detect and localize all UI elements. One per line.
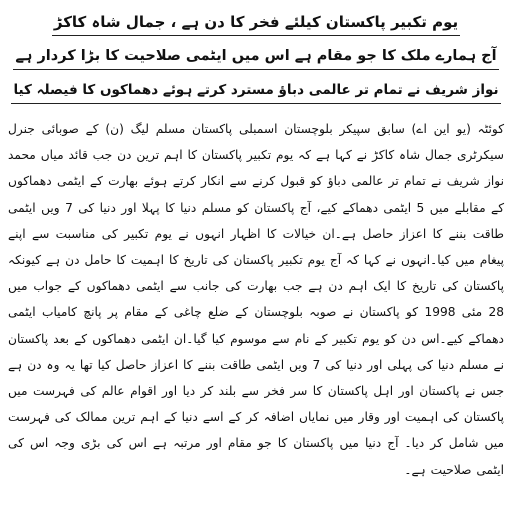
main-headline: یوم تکبیر پاکستان کیلئے فخر کا دن ہے ، جمال شاہ کاکڑ xyxy=(52,10,460,36)
sub-headline-2: نواز شریف نے تمام تر عالمی دباؤ مسترد کرتے ہوئے دھماکوں کا فیصلہ کیا xyxy=(11,78,500,104)
headline-block xyxy=(8,6,504,104)
article-body: کوئٹہ (یو این اے) سابق سپیکر بلوچستان اسمبلی پاکستان مسلم لیگ (ن) کے صوبائی جنرل سیکرٹری جمال شاہ کاکڑ نے کہا ہے کہ یوم تکبیر پاکستان کا اہم ترین دن جب قائد میاں محمد نواز شریف نے تمام تر عالمی دباؤ کو قبول کرنے سے انکار کرتے ہوئے بھارت کے ایٹمی دھماکوں کے مقابلے میں 5 ایٹمی دھماکے کیے، آج پاکستان کو مسلم دنیا کا پہلا اور دنیا کی 7 ویں ایٹمی طاقت بننے کا اعزاز حاصل ہے۔ان خیالات کا اظہار انہوں نے یوم تکبیر کی مناسبت سے اپنے پیغام میں کیا۔انہوں نے کہا کہ آج یوم تکبیر پاکستان کی تاریخ کا اہمیت کا حامل دن ہے کیونکہ پاکستان کی تاریخ کا ایک اہم دن ہے جب بھارت کی جانب سے ایٹمی دھماکوں کے جواب میں 28 مئی 1998 کو پاکستان نے صوبہ بلوچستان کے ضلع چاغی کے مقام پر پانچ کامیاب ایٹمی دھماکے کیے۔اس دن کو یوم تکبیر کے نام سے موسوم کیا گیا۔ان ایٹمی دھماکوں کے بعد پاکستان نے مسلم دنیا کی پہلی اور دنیا کی 7 ویں ایٹمی طاقت بننے کا اعزاز حاصل کیا تھا یہ وہ دن ہے جس نے پاکستان اور اہل پاکستان کا سر فخر سے بلند کر دیا اور اقوام عالم کی فہرست میں پاکستان کی اہمیت اور وقار میں نمایاں اضافہ کر کے اسے دنیا کے اہم ترین ممالک کی فہرست میں شامل کر دیا۔ آج دنیا میں پاکستان کا جو مقام اور مرتبہ ہے اس کی بڑی وجہ اس کی ایٹمی صلاحیت ہے۔ xyxy=(8,122,505,477)
sub-headline-1: آج ہمارے ملک کا جو مقام ہے اس میں ایٹمی صلاحیت کا بڑا کردار ہے xyxy=(13,44,498,70)
